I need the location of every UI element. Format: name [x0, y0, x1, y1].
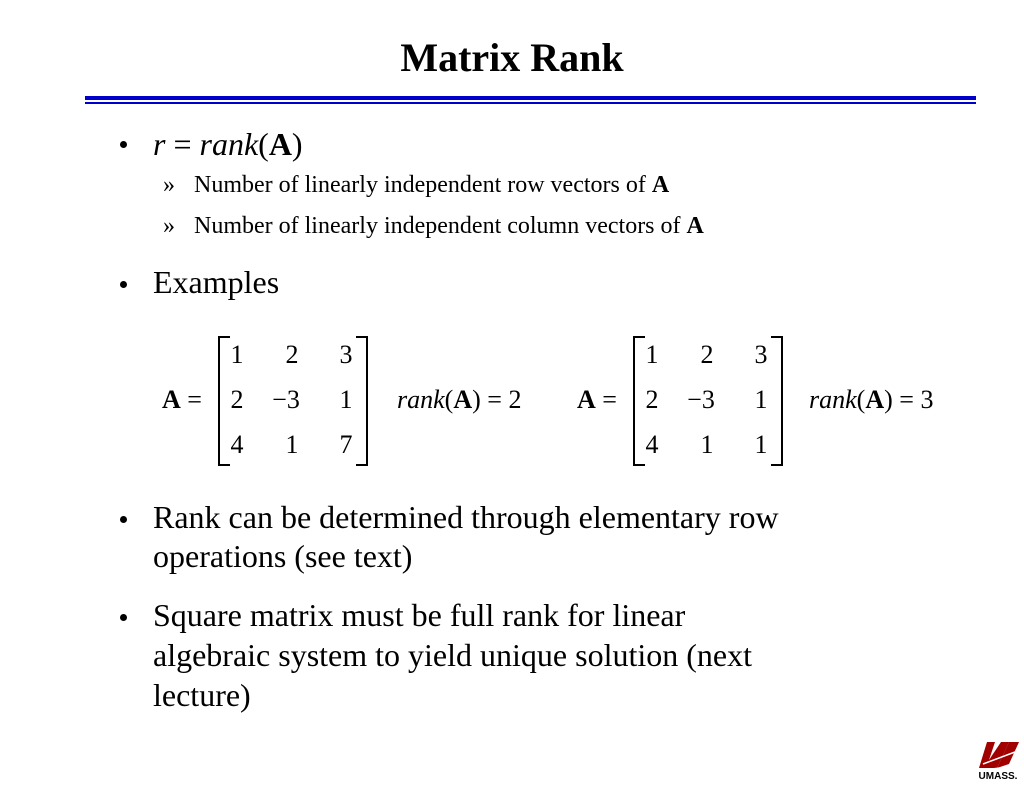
slide-title: Matrix Rank — [400, 35, 624, 80]
rank-word: rank — [809, 385, 857, 414]
open-paren: ( — [444, 385, 454, 414]
open-paren: ( — [856, 385, 866, 414]
matrix-cell: 1 — [754, 430, 768, 459]
matrix-cell: 2 — [645, 385, 659, 414]
rank-value: 3 — [920, 385, 934, 414]
bullet-full-rank-line2: algebraic system to yield unique solution (next — [153, 637, 752, 673]
close-paren: ) — [291, 126, 303, 162]
matrix-cell: 1 — [700, 430, 714, 459]
title-rule-thin — [85, 102, 976, 104]
equals-sign: = — [892, 385, 921, 414]
sub-bullet-text — [194, 211, 704, 241]
sub-bullet-marker: » — [163, 213, 175, 239]
bullet-dot — [120, 516, 127, 523]
sub-bullet-text-bold: A — [651, 172, 670, 198]
matrix-symbol: A — [162, 385, 181, 414]
example1-rank — [397, 385, 521, 415]
open-paren: ( — [258, 126, 269, 162]
matrix-cell: 1 — [285, 430, 299, 459]
rank-value: 2 — [508, 385, 522, 414]
matrix-cell: 7 — [339, 430, 353, 459]
bullet-examples: Examples — [153, 264, 280, 300]
matrix-cell: 2 — [230, 385, 244, 414]
matrix-cell: 3 — [754, 340, 768, 369]
matrix-cell: −3 — [272, 385, 300, 414]
matrix-cell: 1 — [339, 385, 353, 414]
example2-rank — [809, 385, 933, 415]
r-symbol: r — [153, 126, 166, 162]
bullet-full-rank-line1: Square matrix must be full rank for linear — [153, 597, 686, 633]
sub-bullet-text — [194, 170, 669, 200]
equals-sign: = — [595, 385, 617, 414]
umass-logo-text: UMASS. — [978, 771, 1018, 782]
example2-matrix — [633, 336, 783, 466]
matrix-symbol: A — [268, 126, 292, 162]
example1-matrix — [218, 336, 368, 466]
matrix-cell: −3 — [687, 385, 715, 414]
sub-bullet-text-plain: Number of linearly independent row vectors of — [194, 172, 652, 198]
matrix-cell: 4 — [230, 430, 244, 459]
matrix-cell: 1 — [230, 340, 244, 369]
equals-sign: = — [165, 126, 200, 162]
equals-sign: = — [180, 385, 202, 414]
equals-sign: = — [480, 385, 509, 414]
example1-lhs — [162, 385, 202, 415]
matrix-cell: 3 — [339, 340, 353, 369]
bullet-dot — [120, 281, 127, 288]
matrix-symbol: A — [577, 385, 596, 414]
bullet-row-operations-line2: operations (see text) — [153, 538, 413, 574]
umass-logo — [975, 738, 1021, 784]
matrix-cell: 2 — [700, 340, 714, 369]
matrix-symbol: A — [453, 385, 473, 414]
sub-bullet-marker: » — [163, 172, 175, 198]
bullet-row-operations-line1: Rank can be determined through elementary row — [153, 499, 779, 535]
matrix-cell: 4 — [645, 430, 659, 459]
bullet-rank-definition — [153, 124, 303, 164]
rank-word: rank — [397, 385, 445, 414]
close-paren: ) — [884, 385, 893, 414]
rank-word: rank — [199, 126, 259, 162]
sub-bullet-text-plain: Number of linearly independent column vectors of — [194, 213, 687, 239]
bullet-dot — [120, 141, 127, 148]
title-rule-thick — [85, 96, 976, 100]
matrix-symbol: A — [865, 385, 885, 414]
close-paren: ) — [472, 385, 481, 414]
bullet-dot — [120, 614, 127, 621]
bullet-full-rank-line3: lecture) — [153, 677, 251, 713]
matrix-cell: 1 — [754, 385, 768, 414]
sub-bullet-text-bold: A — [686, 213, 704, 239]
matrix-cell: 1 — [645, 340, 659, 369]
example2-lhs — [577, 385, 617, 415]
matrix-cell: 2 — [285, 340, 299, 369]
